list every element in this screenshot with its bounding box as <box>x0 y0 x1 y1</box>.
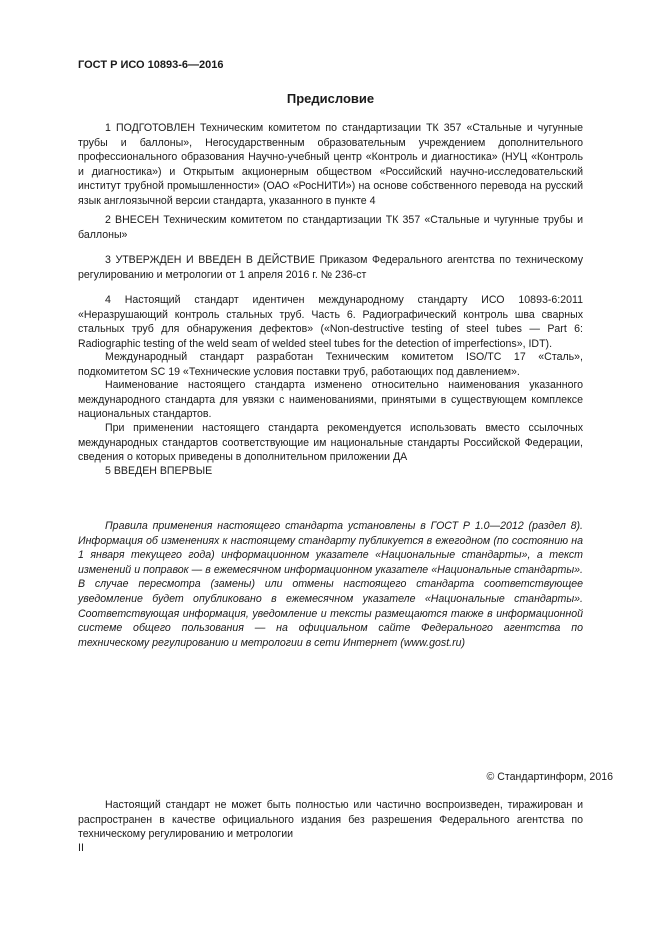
paragraph-1: 1 ПОДГОТОВЛЕН Техническим комитетом по стандартизации ТК 357 «Стальные и чугунные трубы и баллоны», Негосударственным образовательным учреждением дополнительного профессионального образования Научно-учебный центр «Контроль и диагностика» (НУЦ «Контроль и диагностика») и Открытым акционерным обществом «Российский научно-исследовательский институт трубной промышленности» (ОАО «РосНИТИ») на основе собственного перевода на русский язык англоязычной версии стандарта, указанного в пункте 4 <box>78 122 583 207</box>
copyright: © Стандартинформ, 2016 <box>486 771 613 783</box>
paragraph-4-committee: Международный стандарт разработан Техническим комитетом ISO/TC 17 «Сталь», подкомитетом SC 19 «Технические условия поставки труб, работающих под давлением». <box>78 351 583 378</box>
paragraph-5: 5 ВВЕДЕН ВПЕРВЫЕ <box>105 465 213 477</box>
usage-notice: Правила применения настоящего стандарта установлены в ГОСТ Р 1.0—2012 (раздел 8). Информация об изменениях к настоящему стандарту публикуется в ежегодном (по состоянию на 1 января текущего года) информационном указателе «Национальные стандарты», а текст изменений и поправок — в ежемесячном информационном указателе «Национальные стандарты». В случае пересмотра (замены) или отмены настоящего стандарта соответствующее уведомление будет опубликовано в ежемесячном указателе «Национальные стандарты». Соответствующая информация, уведомление и тексты размещаются также в информационной системе общего пользования — на официальном сайте Федерального агентства по техническому регулированию и метрологии в сети Интернет (www.gost.ru) <box>78 520 583 649</box>
page-number: II <box>78 842 84 854</box>
paragraph-3: 3 УТВЕРЖДЕН И ВВЕДЕН В ДЕЙСТВИЕ Приказом Федерального агентства по техническому регулированию и метрологии от 1 апреля 2016 г. № 236-ст <box>78 254 583 281</box>
page-header: ГОСТ Р ИСО 10893-6—2016 <box>78 59 224 71</box>
paragraph-4-usage: При применении настоящего стандарта рекомендуется использовать вместо ссылочных международных стандартов соответствующие им национальные стандарты Российской Федерации, сведения о которых приведены в дополнительном приложении ДА <box>78 422 583 464</box>
reproduction-notice: Настоящий стандарт не может быть полностью или частично воспроизведен, тиражирован и распространен в качестве официального издания без разрешения Федерального агентства по техническому регулированию и метрологии <box>78 799 583 841</box>
page-title: Предисловие <box>286 91 375 106</box>
paragraph-4-name: Наименование настоящего стандарта изменено относительно наименования указанного международного стандарта для увязки с наименованиями, принятыми в существующем комплексе национальных стандартов. <box>78 379 583 421</box>
paragraph-2: 2 ВНЕСЕН Техническим комитетом по стандартизации ТК 357 «Стальные и чугунные трубы и баллоны» <box>78 214 583 241</box>
paragraph-4: 4 Настоящий стандарт идентичен международному стандарту ИСО 10893-6:2011 «Неразрушающий контроль стальных труб. Часть 6. Радиографический контроль шва сварных стальных труб для обнаружения дефектов» («Non-destructive testing of steel tubes — Part 6: Radiographic testing of the weld seam of welded steel tubes for the detection of imperfections», IDT). <box>78 294 583 350</box>
